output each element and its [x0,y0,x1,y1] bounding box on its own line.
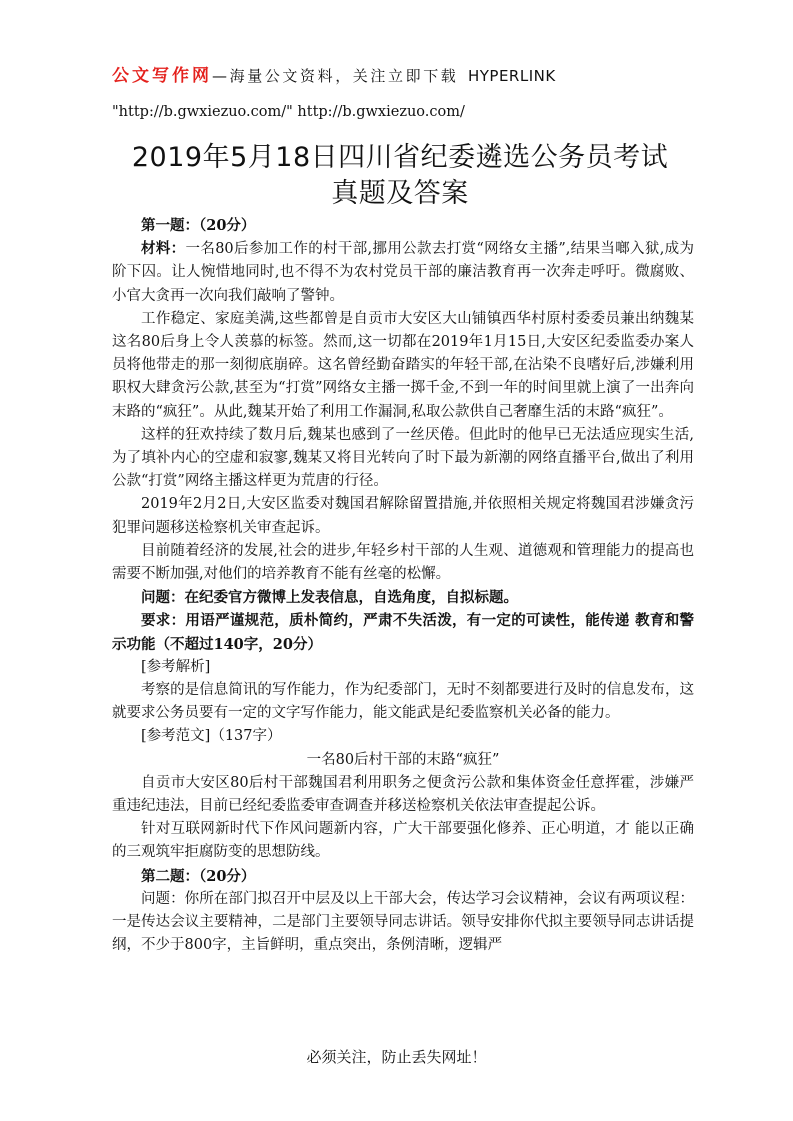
page-header [112,58,712,130]
material-label: 材料： [141,240,186,258]
material-text: 一名80后参加工作的村干部,挪用公款去打赏“网络女主播”,结果当啷入狱,成为阶下囚。让人惋惜地同时,也不得不为农村党员干部的廉洁教育再一次奔走呼吁。微腐败、小官大贪再一次向我们敲响了警钟。 [112,241,695,304]
sample-title: 一名80后村干部的末路“疯狂” [306,751,500,768]
title-line-2: 真题及答案 [331,178,469,209]
analysis-label: [参考解析] [141,658,211,675]
paragraph-2: 工作稳定、家庭美满,这些都曾是自贡市大安区大山铺镇西华村原村委委员兼出纳魏某这名80后身上令人羡慕的标签。然而,这一切都在2019年1月15日,大安区纪委监委办案人员将他带走的那一刻彻底崩碎。这名曾经勤奋踏实的年轻干部,在沾染不良嗜好后,涉嫌利用职权大肆贪污公款,甚至为“打赏”网络女主播一掷千金,不到一年的时间里就上演了一出奔向末路的“疯狂”。从此,魏某开始了利用工作漏洞,私取公款供自己奢靡生活的末路“疯狂”。 [112,310,694,420]
header-slogan: —海量公文资料，关注立即下载 [212,67,459,85]
question-1-heading: 第一题：（20分） [141,217,256,234]
brand-name[interactable]: 公文写作网 [112,66,212,86]
sample-label: [参考范文]（137字） [141,728,282,745]
header-line-1 [112,58,712,94]
question-text: 问题：在纪委官方微博上发表信息，自选角度，自拟标题。 [141,589,518,607]
paragraph-5: 目前随着经济的发展,社会的进步,年轻乡村干部的人生观、道德观和管理能力的提高也需要不断加强,对他们的培养教育不能有丝毫的松懈。 [112,542,694,583]
material-paragraph [112,237,694,308]
page-footer: 必须关注，防止丢失网址！ [306,1048,487,1066]
paragraph-4: 2019年2月2日,大安区监委对魏国君解除留置措施,并依照相关规定将魏国君涉嫌贪污犯罪问题移送检察机关审查起诉。 [112,496,694,536]
sample-paragraph-2: 针对互联网新时代下作风问题新内容，广大干部要强化修养、正心明道，才 能以正确的三观筑牢拒腐防变的思想防线。 [112,821,694,861]
title-line-1: 2019年5月18日四川省纪委遴选公务员考试 [131,142,669,173]
document-title [100,140,700,212]
paragraph-3: 这样的狂欢持续了数月后,魏某也感到了一丝厌倦。但此时的他早已无法适应现实生活,为了填补内心的空虚和寂寥,魏某又将目光转向了时下最为新潮的网络直播平台,做出了利用公款“打赏”网络主播这样更为荒唐的行径。 [112,426,694,490]
requirements-text: 要求：用语严谨规范，质朴简约，严肃不失活泼，有一定的可读性，能传递 教育和警示功能（不超过140字，20分） [112,612,694,653]
analysis-text: 考察的是信息简讯的写作能力，作为纪委部门，无时不刻都要进行及时的信息发布，这就要求公务员要有一定的文字写作能力，能文能武是纪委监察机关必备的能力。 [112,682,694,722]
question-2-text: 问题：你所在部门拟召开中层及以上干部大会，传达学习会议精神，会议有两项议程：一是传达会议主要精神，二是部门主要领导同志讲话。领导安排你代拟主要领导同志讲话提纲，不少于800字，主旨鲜明，重点突出，条例清晰，逻辑严 [112,890,694,954]
sample-paragraph-1: 自贡市大安区80后村干部魏国君利用职务之便贪污公款和集体资金任意挥霍，涉嫌严重违纪违法，目前已经纪委监委审查调查并移送检察机关依法审查提起公诉。 [112,774,694,815]
hyperlink-label: HYPERLINK [467,67,556,85]
header-url-line[interactable]: "http://b.gwxiezuo.com/" http://b.gwxiezuo.com/ [112,104,465,120]
question-2-heading: 第二题：（20分） [141,867,256,885]
document-body [112,214,694,958]
